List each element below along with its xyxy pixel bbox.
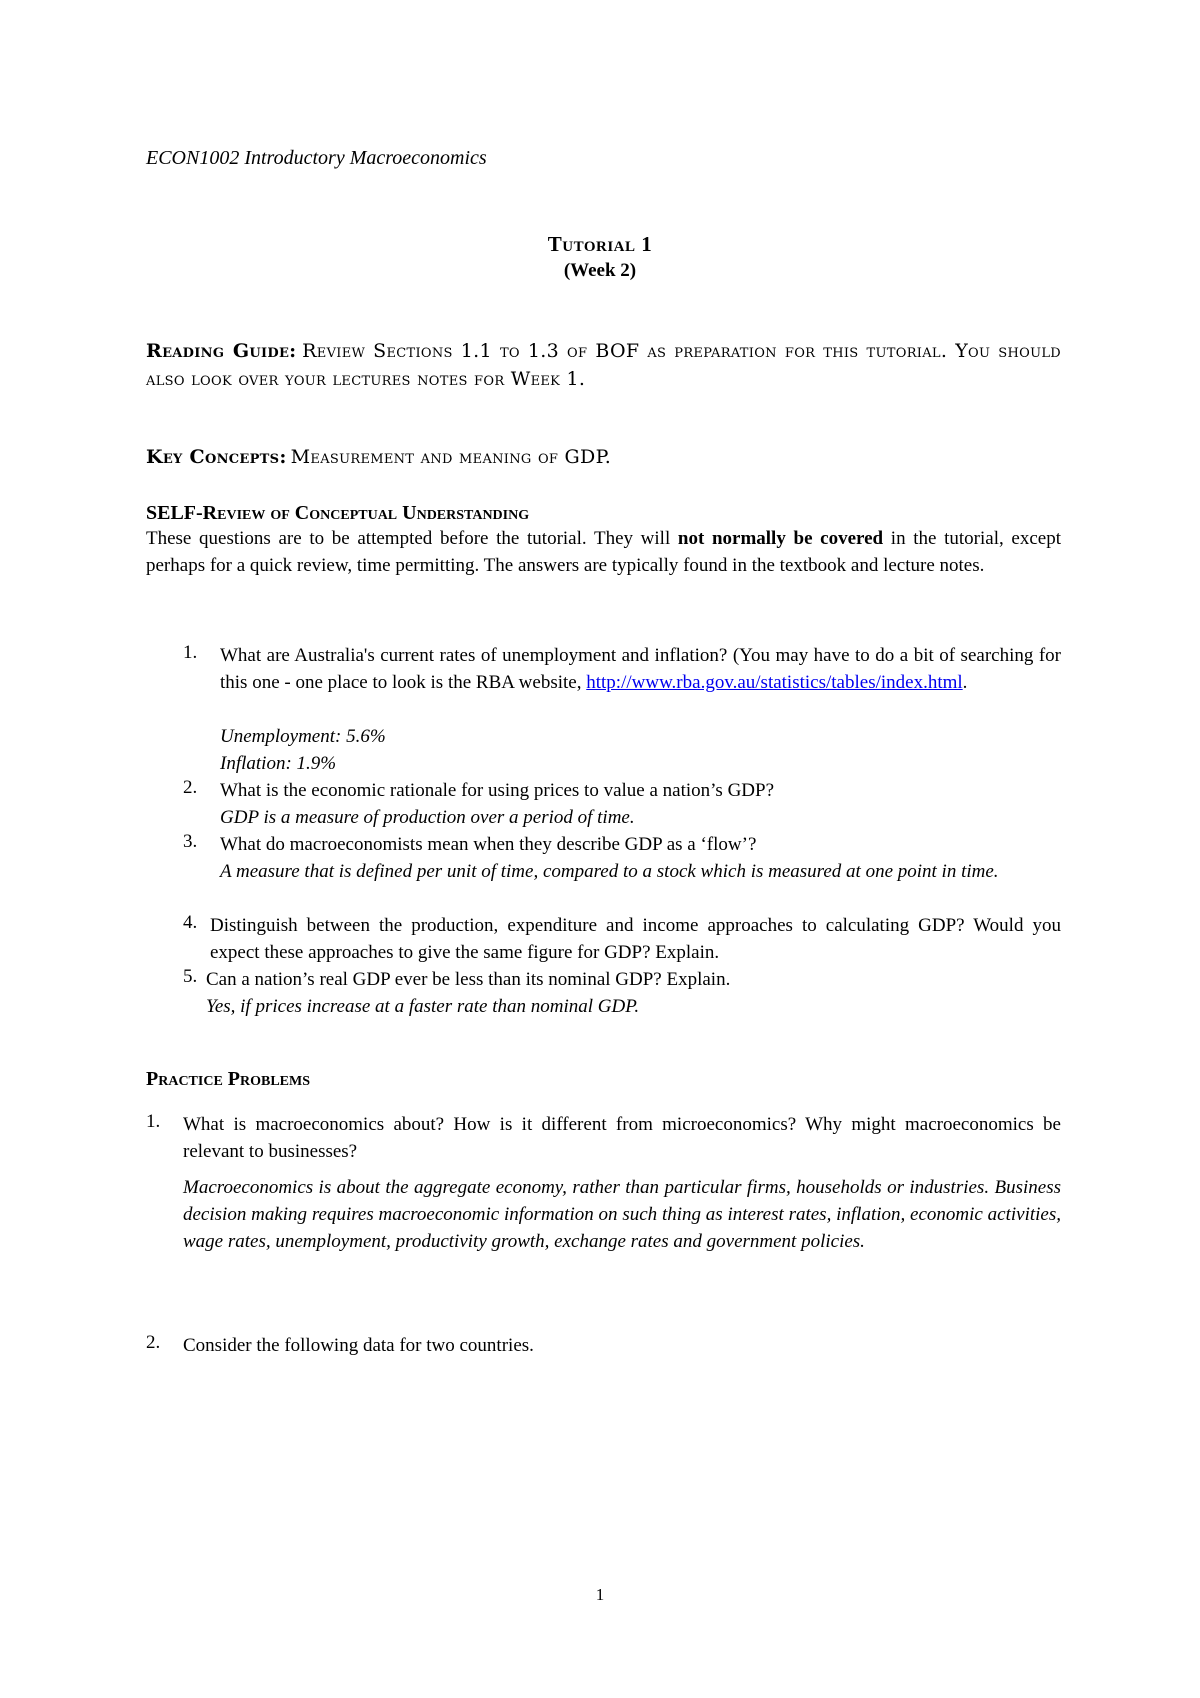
question-2-answer: GDP is a measure of production over a period of time. <box>220 807 635 828</box>
key-concepts <box>146 446 1061 468</box>
tutorial-title: Tutorial 1 <box>547 232 653 256</box>
answer-unemployment: Unemployment: 5.6% <box>220 726 386 747</box>
problem-1-text: What is macroeconomics about? How is it different from microeconomics? Why might macroeconomics be relevant to businesses? <box>183 1114 1061 1162</box>
self-review-intro <box>146 525 1061 579</box>
question-1-period: . <box>962 672 968 693</box>
question-1-number: 1. <box>183 642 198 663</box>
question-5-answer: Yes, if prices increase at a faster rate than nominal GDP. <box>206 996 640 1017</box>
question-3-text: What do macroeconomists mean when they describe GDP as a ‘flow’? <box>220 834 757 855</box>
self-review-heading: SELF-Review of Conceptual Understanding <box>146 502 530 524</box>
intro-text-after: in the tutorial, except perhaps for a quick review, time permitting. The answers are typically found in the textbook and lecture notes. <box>146 528 1061 576</box>
question-3-answer: A measure that is defined per unit of time, compared to a stock which is measured at one point in time. <box>220 861 999 882</box>
key-concepts-label: Key Concepts: <box>146 446 287 468</box>
question-4-number: 4. <box>183 912 198 933</box>
problem-1-answer: Macroeconomics is about the aggregate economy, rather than particular firms, households or industries. Business decision making requires macroeconomic information on such thing as interest rates, inflation, economic activities, wage rates, unemployment, productivity growth, exchange rates and government policies. <box>183 1177 1061 1252</box>
reading-guide <box>146 338 1061 394</box>
question-2-number: 2. <box>183 777 198 798</box>
page-number: 1 <box>595 1585 605 1604</box>
practice-problems-heading: Practice Problems <box>146 1068 311 1090</box>
question-1 <box>220 642 1061 696</box>
question-1-text: What are Australia's current rates of unemployment and inflation? (You may have to do a bit of searching for this one - one place to look is the RBA website, <box>220 645 1061 693</box>
problem-2-number: 2. <box>146 1332 161 1353</box>
answer-inflation: Inflation: 1.9% <box>220 753 337 774</box>
question-2-text: What is the economic rationale for using prices to value a nation’s GDP? <box>220 780 775 801</box>
course-header: ECON1002 Introductory Macroeconomics <box>146 147 487 169</box>
question-5-number: 5. <box>183 966 198 987</box>
intro-text-before: These questions are to be attempted before the tutorial. They will <box>146 528 678 549</box>
key-concepts-text: Measurement and meaning of GDP. <box>290 446 612 468</box>
problem-2-text: Consider the following data for two countries. <box>183 1335 534 1356</box>
question-3-number: 3. <box>183 831 198 852</box>
question-4-text: Distinguish between the production, expenditure and income approaches to calculating GDP? Would you expect these approaches to give the same figure for GDP? Explain. <box>210 915 1061 963</box>
rba-website-link[interactable]: http://www.rba.gov.au/statistics/tables/index.html <box>586 672 963 693</box>
reading-guide-text: Review Sections 1.1 to 1.3 of BOF as preparation for this tutorial. You should also look over your lectures notes for Week 1. <box>146 340 1062 390</box>
week-label: (Week 2) <box>563 260 637 281</box>
reading-guide-label: Reading Guide: <box>146 340 297 362</box>
question-5-text: Can a nation’s real GDP ever be less than its nominal GDP? Explain. <box>206 969 731 990</box>
intro-text-bold: not normally be covered <box>677 528 884 549</box>
problem-1-number: 1. <box>146 1111 161 1132</box>
